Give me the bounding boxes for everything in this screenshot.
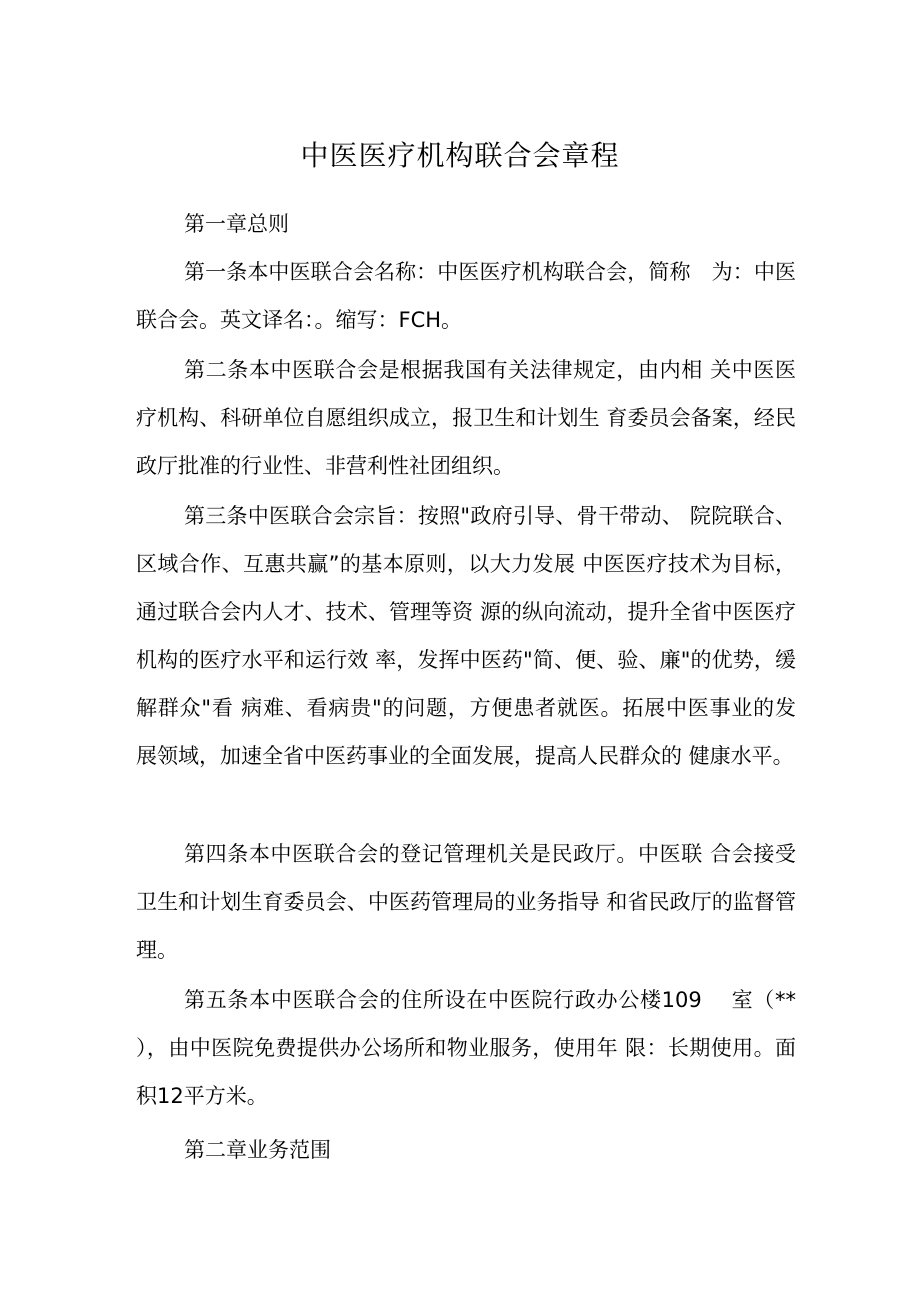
chapter-2-heading: 第二章业务范围	[184, 1138, 331, 1162]
article-1: 第一条本中医联合会名称：中医医疗机构联合会，简称 为：中医联合会。英文译名：。缩写：FCH。	[136, 260, 796, 332]
article-4: 第四条本中医联合会的登记管理机关是民政厅。中医联 合会接受卫生和计划生育委员会、中医药管理局的业务指导 和省民政厅的监督管理。	[136, 842, 796, 962]
article-5: 第五条本中医联合会的住所设在中医院行政办公楼109 室（** ），由中医院免费提供办公场所和物业服务，使用年 限：长期使用。面积12平方米。	[136, 988, 796, 1108]
article-2: 第二条本中医联合会是根据我国有关法律规定，由内相 关中医医疗机构、科研单位自愿组织成立，报卫生和计划生 育委员会备案，经民政厅批准的行业性、非营利性社团组织。	[136, 358, 796, 478]
article-3: 第三条中医联合会宗旨：按照"政府引导、骨干带动、 院院联合、区域合作、互惠共赢”的基本原则，以大力发展 中医医疗技术为目标，通过联合会内人才、技术、管理等资 源的纵向流动，提升全省中医医疗机构的医疗水平和运行效 率，发挥中医药"简、便、验、廉"的优势，缓解群众"看 病难、看病贵"的问题，方便患者就医。拓展中医事业的发 展领域，加速全省中医药事业的全面发展，提高人民群众的 健康水平。	[136, 504, 796, 768]
document-title: 中医医疗机构联合会章程	[300, 139, 620, 172]
chapter-1-heading: 第一章总则	[184, 212, 289, 236]
